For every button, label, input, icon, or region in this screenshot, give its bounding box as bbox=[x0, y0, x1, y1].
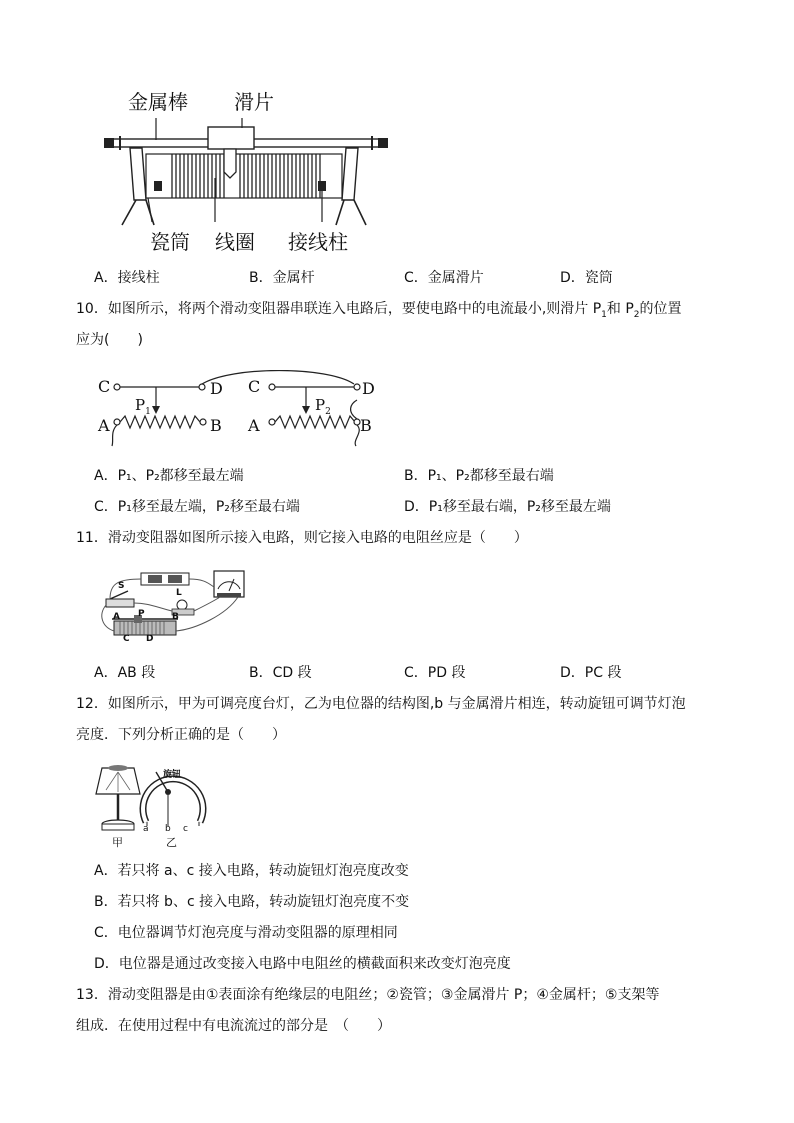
q10-option-d: D．P₁移至最右端，P₂移至最左端 bbox=[404, 499, 611, 515]
q10-right-label-c: C bbox=[248, 377, 261, 396]
q13-question-line2: 组成．在使用过程中有电流流过的部分是 （ ） bbox=[76, 1018, 391, 1034]
q11-label-s: S bbox=[118, 581, 125, 591]
q11-circuit-figure bbox=[96, 565, 256, 645]
q10-text-part2: 和 P bbox=[606, 301, 634, 317]
q10-sub1: 1 bbox=[601, 309, 607, 320]
q10-question-line1 bbox=[76, 299, 682, 325]
q9-option-c: C．金属滑片 bbox=[404, 270, 484, 286]
q12-knob-label: 旋钮 bbox=[163, 770, 182, 780]
label-terminal: 接线柱 bbox=[288, 230, 348, 254]
q12-label-jia: 甲 bbox=[112, 836, 123, 849]
q12-terminal-c: c bbox=[183, 824, 188, 834]
q11-label-l: L bbox=[176, 588, 182, 598]
q10-question-line2: 应为( ) bbox=[76, 332, 143, 348]
q12-label-yi: 乙 bbox=[166, 836, 177, 849]
q12-question-line2: 亮度．下列分析正确的是（ ） bbox=[76, 727, 286, 743]
q10-option-a: A．P₁、P₂都移至最左端 bbox=[94, 468, 244, 484]
label-metal-rod: 金属棒 bbox=[128, 90, 188, 114]
q10-right-label-d: D bbox=[362, 379, 375, 398]
q10-text-part3: 的位置 bbox=[639, 301, 682, 317]
q10-left-label-b: B bbox=[210, 416, 222, 435]
q13-question-line1: 13．滑动变阻器是由①表面涂有绝缘层的电阻丝；②瓷管；③金属滑片 P；④金属杆；⑤支架等 bbox=[76, 987, 660, 1003]
q11-label-d: D bbox=[146, 634, 154, 644]
q10-left-label-a: A bbox=[98, 416, 110, 435]
q10-left-label-p1: $P_1$ bbox=[135, 396, 151, 417]
label-coil: 线圈 bbox=[215, 230, 255, 254]
q10-right-label-b: B bbox=[360, 416, 372, 435]
q11-circuit-drawing bbox=[96, 565, 256, 645]
q11-label-p: P bbox=[138, 609, 145, 619]
q10-text-part1: 10．如图所示，将两个滑动变阻器串联连入电路后，要使电路中的电流最小,则滑片 P bbox=[76, 301, 602, 317]
label-ceramic-tube: 瓷筒 bbox=[150, 230, 190, 254]
q12-option-c: C．电位器调节灯泡亮度与滑动变阻器的原理相同 bbox=[94, 925, 398, 941]
q11-label-b: B bbox=[172, 612, 179, 622]
q11-option-b: B．CD 段 bbox=[249, 665, 312, 681]
q12-terminal-b: b bbox=[165, 824, 171, 834]
q9-option-b: B．金属杆 bbox=[249, 270, 315, 286]
q10-sub2: 2 bbox=[633, 309, 640, 320]
q12-option-d: D．电位器是通过改变接入电路中电阻丝的横截面积来改变灯泡亮度 bbox=[94, 956, 511, 972]
q11-question: 11．滑动变阻器如图所示接入电路，则它接入电路的电阻丝应是（ ） bbox=[76, 530, 528, 546]
q9-option-d: D．瓷筒 bbox=[560, 270, 613, 286]
q11-option-c: C．PD 段 bbox=[404, 665, 466, 681]
q10-option-b: B．P₁、P₂都移至最右端 bbox=[404, 468, 554, 484]
q10-right-label-p2: $P_2$ bbox=[315, 396, 331, 417]
q12-terminal-a: a bbox=[143, 824, 149, 834]
q10-left-label-d: D bbox=[210, 379, 223, 398]
q12-question-line1: 12．如图所示，甲为可调亮度台灯，乙为电位器的结构图,b 与金属滑片相连，转动旋钮可调节灯泡 bbox=[76, 696, 686, 712]
q10-left-label-c: C bbox=[98, 377, 111, 396]
label-slider: 滑片 bbox=[234, 90, 274, 114]
q11-label-a: A bbox=[113, 612, 120, 622]
q9-option-a: A．接线柱 bbox=[94, 270, 160, 286]
q12-option-b: B．若只将 b、c 接入电路，转动旋钮灯泡亮度不变 bbox=[94, 894, 410, 910]
q10-option-c: C．P₁移至最左端，P₂移至最右端 bbox=[94, 499, 300, 515]
q12-option-a: A．若只将 a、c 接入电路，转动旋钮灯泡亮度改变 bbox=[94, 863, 409, 879]
q11-option-d: D．PC 段 bbox=[560, 665, 622, 681]
q11-label-c: C bbox=[123, 634, 130, 644]
q10-right-label-a: A bbox=[248, 416, 260, 435]
q11-option-a: A．AB 段 bbox=[94, 665, 156, 681]
